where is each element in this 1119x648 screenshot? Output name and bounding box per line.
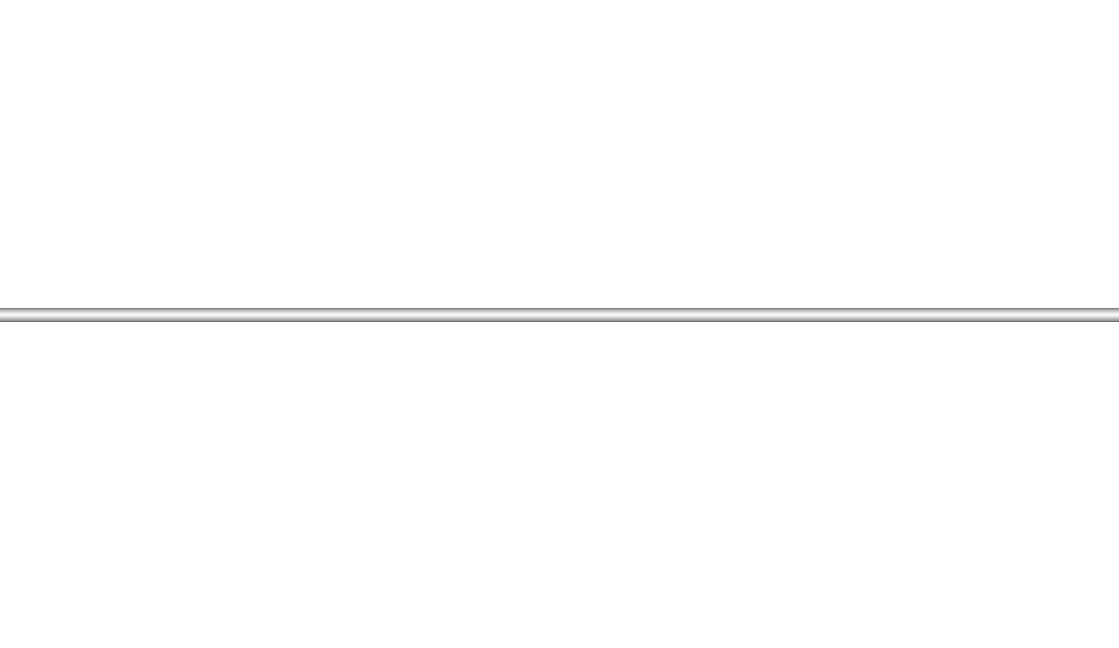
calendar-bottom-half (0, 340, 1119, 648)
calendar-top-half (0, 0, 1119, 290)
spiral-binding (0, 292, 1119, 336)
spiral-bar (0, 308, 1119, 322)
